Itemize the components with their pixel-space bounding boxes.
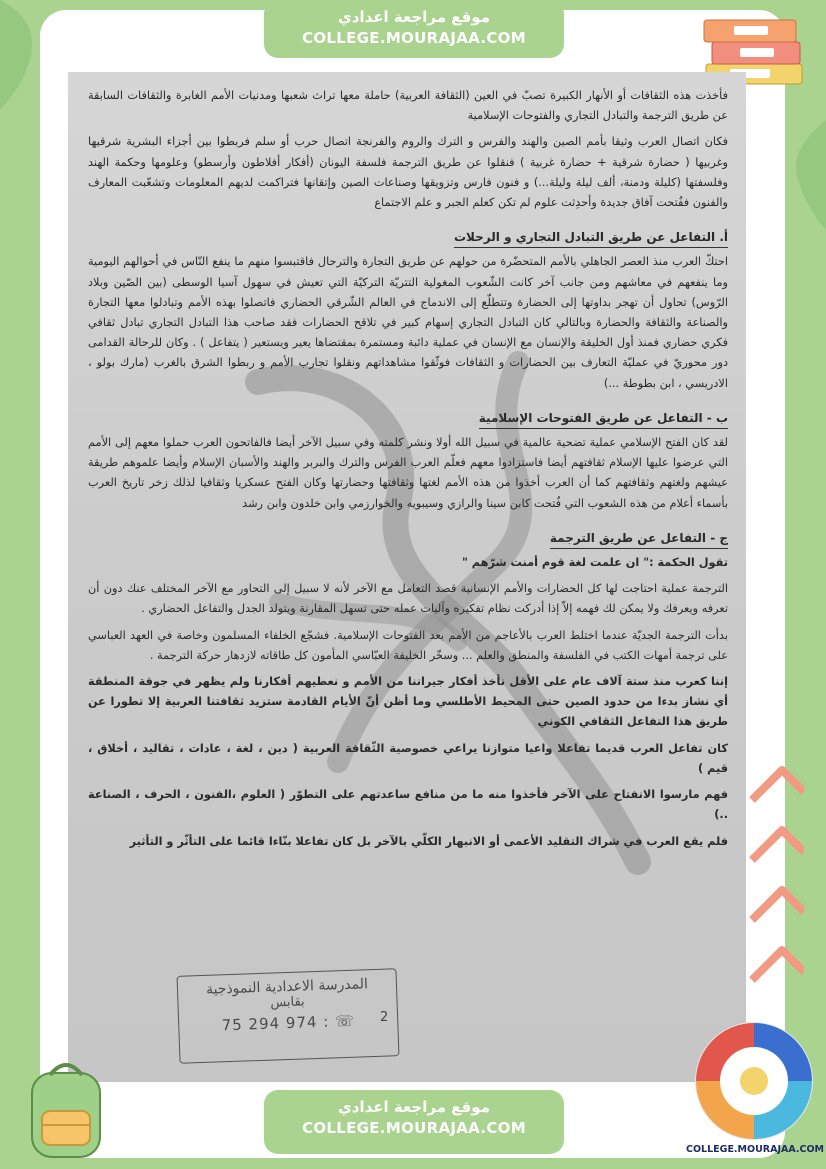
section-title: أ. التفاعل عن طريق التبادل التجاري و الرحلات — [454, 227, 728, 248]
page-number: 2 — [380, 1010, 389, 1025]
site-url[interactable]: COLLEGE.MOURAJAA.COM — [302, 1119, 526, 1137]
leaf-decoration — [0, 0, 60, 120]
site-name: موقع مراجعة اعدادي — [338, 1098, 490, 1116]
section-paragraph: بدأت الترجمة الجديّة عندما اختلط العرب بالأعاجم من الأمم بعد الفتوحات الإسلامية. فشجّع الخلفاء المسلمون وخاصة في العهد العباسي على ترجمة أمهات الكتب في الفلسفة والمنطق والعلم ... وسخّر الخليفة العبّاسي المأمون كل طاقاته لازدهار حركة الترجمة . — [88, 628, 728, 662]
chevron-decoration-icon — [744, 760, 804, 1020]
document-body — [88, 86, 728, 858]
intro-paragraph: فكان اتصال العرب وثيقا بأمم الصين والهند والفرس و الترك والروم والفرنجة اتصال حرب أو سلم فربطوا بين أجزاء البشرية شرقيها وغربيها ( حضارة شرقية + حضارة غربية ) فنقلوا عن طريق الترجمة فلسفة اليونان (أفكار أفلاطون وأرسطو) وعلومها وحكمة الهند وفلسفتها (كليلة ودمنة، ألف ليلة وليلة...) و فنون فارس وتزويقها وصناعات الصين وإتقانها فتراكمت لديهم المعلومات وتشعّبت المعارف والفنون ففُتحت آفاق جديدة وأحدِثت علوم لم تكن كعلم الجبر و علم الاجتماع — [88, 135, 728, 210]
site-footer[interactable] — [264, 1090, 564, 1154]
intro-paragraph: فأخذت هذه الثقافات أو الأنهار الكبيرة تصبّ في العين (الثقافة العربية) حاملة معها تراث شعبها ومدنيات الأمم الغابرة والثقافات السابقة عن طريق الترجمة والتبادل التجاري والفتوحات الإسلامية — [88, 89, 728, 123]
section-title: ب - التفاعل عن طريق الفتوحات الإسلامية — [479, 408, 728, 429]
closing-paragraph: كان تفاعل العرب قديما تفاعلا واعيا متوازنا يراعي خصوصية الثّقافة العربية ( دين ، لغة ، عادات ، تقاليد ، أخلاق ، قيم ) — [88, 741, 728, 775]
section-title: ج - التفاعل عن طريق الترجمة — [550, 528, 728, 549]
school-stamp — [177, 968, 400, 1064]
section-paragraph: الترجمة عملية احتاجت لها كل الحضارات والأمم الإنسانية قصد التعامل مع الآخر لأنه لا سبيل إلى التحاور مع الآخر المختلف عنك دون أن تعرفه ويعرفك ولا يمكن لك فهمه إلاّ إذا أدركت نظام تفكيره وآليات عمله حتى تسهل المقارنة ويتولد الجدل والتفاعل الحضاري . — [88, 582, 728, 616]
closing-paragraph: فهم مارسوا الانفتاح على الآخر فأخذوا منه ما من منافع ساعدتهم على التطوّر ( العلوم ،الفنون ، الحرف ، الصناعة ..) — [88, 788, 728, 822]
site-url[interactable]: COLLEGE.MOURAJAA.COM — [302, 29, 526, 47]
stamp-school-name: المدرسة الاعدادية النموذجية — [205, 976, 369, 998]
closing-paragraph: فلم يقع العرب في شراك التقليد الأعمى أو الانبهار الكلّي بالآخر بل كان تفاعلا بنّاءا قائما على التأثّر و التأثير — [129, 834, 728, 848]
logo-url[interactable]: COLLEGE.MOURAJAA.COM — [686, 1144, 824, 1155]
section-paragraph: لقد كان الفتح الإسلامي عملية تضحية عالمية في سبيل الله أولا ونشر كلمته وفي سبيل الآخر أيضا فالفاتحون العرب حملوا معهم إلى الأمم التي عرضوا عليها الإسلام ثقافتهم أيضا فاستزادوا معهم فعلّم العرب الفرس والترك والبربر والهند والأسبان الإسلام وأيضا علموهم طريقة عيشهم ولغتهم وثقافتهم كما أن العرب أخذوا من هذه الأمم لغتها وثقافتها وحضارتها وكان الفتح عسكريا وثقافيا لذلك زخر تاريخ العرب بأسماء أعلام من هذه الشعوب التي فُتحت كابن سينا والرازي وسيبويه والخوارزمي وابن خلدون وابن رشد — [88, 436, 728, 510]
site-header[interactable] — [264, 0, 564, 58]
leaf-decoration-right — [768, 120, 826, 230]
scanned-document — [68, 72, 746, 1082]
stamp-phone: 75 294 974 : ☏ — [221, 1011, 356, 1035]
stamp-city: بقابس — [270, 994, 305, 1011]
closing-paragraph: إننا كعرب منذ ستة آلاف عام على الأقل نأخذ أفكار جيراننا من الأمم و نعطيهم أفكارنا ولم يظهر في جوقة المنطقة أي نشاز بدءا من حدود الصين حتى المحيط الأطلسي وما أظن أنّ الأيام القادمة ستزيد ثقافتنا العربية إلا تطورا عن طريق هذا التفاعل الثقافي الكوني — [88, 675, 728, 729]
backpack-icon — [18, 1055, 114, 1163]
site-name: موقع مراجعة اعدادي — [338, 8, 490, 26]
section-paragraph: احتكّ العرب منذ العصر الجاهلي بالأمم المتحضّرة من حولهم عن طريق التجارة والترحال فاقتبسوا منهم ما ينفع النّاس في أحوالهم اليومية وما ينفعهم في معاشهم ومن جانب آخر كانت الشّعوب المغولية التتريّة التركيّة التي تعيش في سهول آسيا الوسطى (بين الصّين وبلاد الرّوس) تحاول أن تهجر بداوتها إلى الحضارة وتتطلّع إلى الاندماج في العالم الشّرقي الحضاري فاتصلوا بهذه الأمم وتبادلوا معها التجارة والصناعة والثقافة والحضارة وبالتالي كان التبادل التجاري إسهام كبير في تلاقح الحضارات فقد صاحب هذا التبادل التجاري تبادل ثقافي فكري حضاري فمنذ أول الخليقة والإنسان مع الإنسان في عملية دائبة ومستمرة بمقتضاها يعير ويستعير ( يتفاعل ) . وكان للرحالة القدامى دور محوريّ في عمليّة التعارف بين الحضارات و الثقافات فوثّقوا مشاهداتهم ونقلوا تجارب الأمم و ربطوا الشرق بالغرب (مارك بولو ، الادريسي ، ابن بطوطة ...) — [88, 255, 728, 390]
quote: تقول الحكمة :" ان علمت لغة قوم أمنت شرّهم " — [461, 556, 728, 570]
site-logo-icon[interactable] — [693, 1020, 815, 1142]
